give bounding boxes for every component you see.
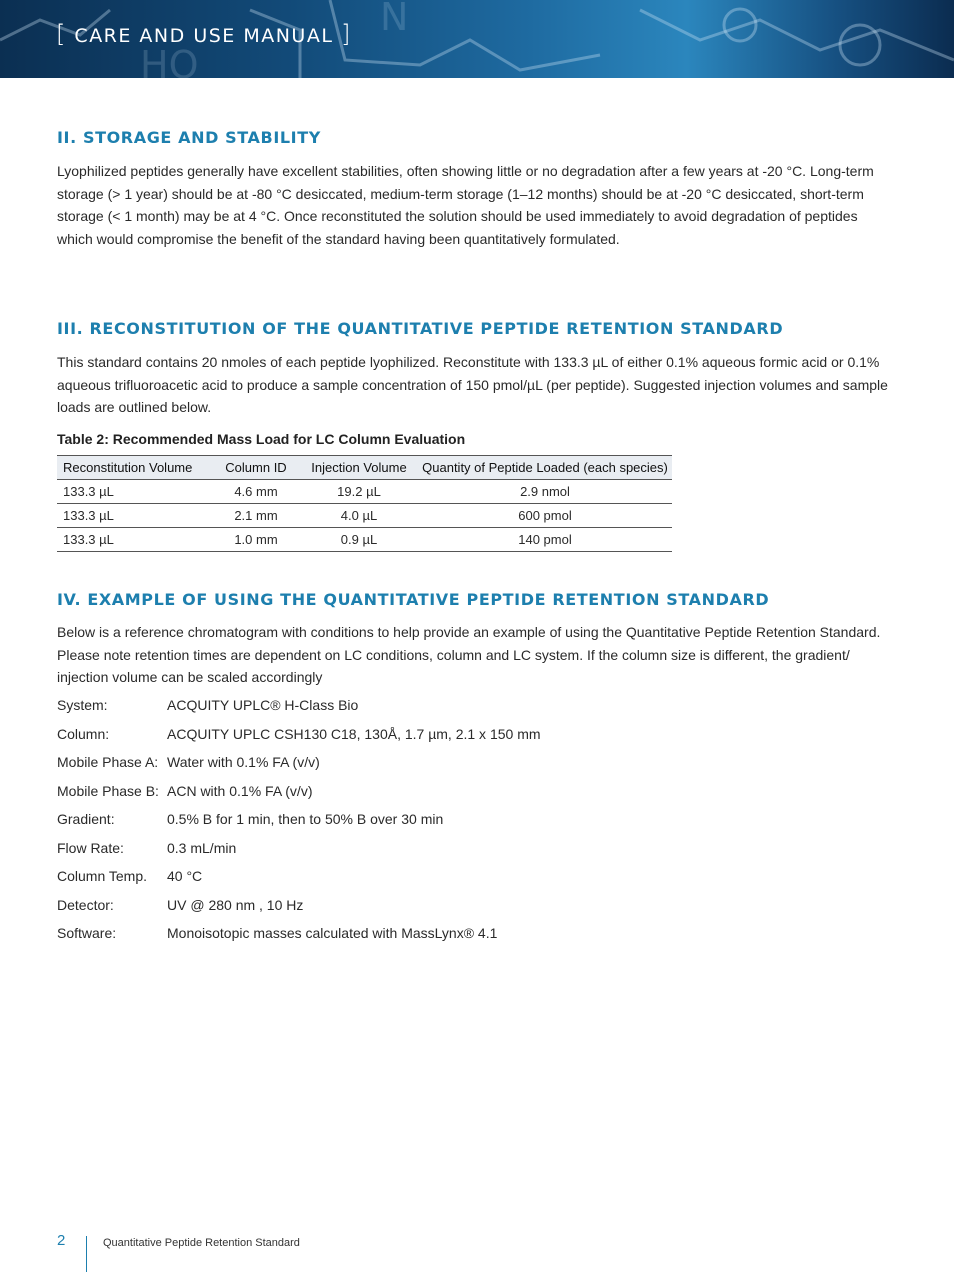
table-row xyxy=(57,504,672,528)
title-text: CARE AND USE MANUAL xyxy=(74,25,334,47)
table-cell: 133.3 µL xyxy=(57,528,212,552)
footer-doc-title: Quantitative Peptide Retention Standard xyxy=(103,1237,300,1249)
section-heading-reconstitution: III. RECONSTITUTION OF THE QUANTITATIVE PEPTIDE RETENTION STANDARD xyxy=(57,319,784,338)
table-cell: 140 pmol xyxy=(418,528,672,552)
title-bracket-close: ] xyxy=(340,20,352,48)
table-cell: 19.2 µL xyxy=(300,480,418,504)
table-cell: 4.6 mm xyxy=(212,480,300,504)
reconstitution-paragraph: This standard contains 20 nmoles of each peptide lyophilized. Reconstitute with 133.3 µL of either 0.1% aqueous formic acid or 0.1% aqueous trifluoroacetic acid to produce a sample concentration of 150 pmol/µL (per peptide). Suggested injection volumes and sample loads are outlined below. xyxy=(57,354,888,415)
table-row xyxy=(57,528,672,552)
column-header: Injection Volume xyxy=(300,456,418,480)
table-cell: 2.9 nmol xyxy=(418,480,672,504)
example-paragraph: Below is a reference chromatogram with conditions to help provide an example of using the Quantitative Peptide Retention Standard. Please note retention times are dependent on LC conditions, column and LC system. If the column size is different, the gradient/ injection volume can be scaled accordingly xyxy=(57,624,881,685)
condition-value: Monoisotopic masses calculated with MassLynx® 4.1 xyxy=(167,925,498,941)
table-cell: 4.0 µL xyxy=(300,504,418,528)
storage-paragraph: Lyophilized peptides generally have excellent stabilities, often showing little or no degradation after a few years at -20 °C. Long-term storage (> 1 year) should be at -80 °C desiccated, medium-term storage (1–12 months) should be at -20 °C desiccated, short-term storage (< 1 month) may be at 4 °C. Once reconstituted the solution should be used immediately to avoid degradation of peptides which would compromise the benefit of the standard having been quantitatively formulated. xyxy=(57,163,874,247)
condition-label: Column Temp. xyxy=(57,868,148,884)
svg-text:N: N xyxy=(380,0,409,39)
condition-label: Flow Rate: xyxy=(57,839,124,856)
column-header: Reconstitution Volume xyxy=(57,456,212,480)
condition-value: 0.3 mL/min xyxy=(167,839,237,856)
condition-label: Mobile Phase B: xyxy=(57,782,159,799)
condition-label: Mobile Phase A: xyxy=(57,754,159,770)
table-cell: 133.3 µL xyxy=(57,480,212,504)
section-heading-example: IV. EXAMPLE OF USING THE QUANTITATIVE PEPTIDE RETENTION STANDARD xyxy=(57,590,770,609)
condition-label: Software: xyxy=(57,925,117,941)
table-caption: Table 2: Recommended Mass Load for LC Column Evaluation xyxy=(57,431,466,447)
section-heading-storage: II. STORAGE AND STABILITY xyxy=(57,128,321,147)
condition-label: System: xyxy=(57,697,108,713)
condition-value: ACN with 0.1% FA (v/v) xyxy=(167,782,313,799)
table-row xyxy=(57,480,672,504)
condition-value: ACQUITY UPLC CSH130 C18, 130Å, 1.7 µm, 2.1 x 150 mm xyxy=(167,725,541,742)
table-cell: 1.0 mm xyxy=(212,528,300,552)
condition-value: Water with 0.1% FA (v/v) xyxy=(167,754,320,770)
column-header: Column ID xyxy=(212,456,300,480)
table-cell: 0.9 µL xyxy=(300,528,418,552)
svg-text:HO: HO xyxy=(140,43,199,78)
mass-load-table xyxy=(57,455,672,552)
footer-divider xyxy=(86,1236,87,1272)
page-number: 2 xyxy=(57,1232,66,1249)
condition-label: Column: xyxy=(57,725,110,742)
header-banner xyxy=(0,0,954,78)
table-header-row xyxy=(57,456,672,480)
condition-value: 40 °C xyxy=(167,868,203,884)
title-bracket-open: [ xyxy=(56,20,67,48)
table-cell: 2.1 mm xyxy=(212,504,300,528)
table-cell: 600 pmol xyxy=(418,504,672,528)
column-header: Quantity of Peptide Loaded (each species) xyxy=(418,456,672,480)
condition-label: Gradient: xyxy=(57,811,115,827)
condition-value: UV @ 280 nm , 10 Hz xyxy=(167,896,304,913)
manual-title xyxy=(56,20,352,48)
condition-value: 0.5% B for 1 min, then to 50% B over 30 min xyxy=(167,811,444,827)
condition-value: ACQUITY UPLC® H-Class Bio xyxy=(167,697,359,713)
condition-label: Detector: xyxy=(57,896,114,913)
table-cell: 133.3 µL xyxy=(57,504,212,528)
